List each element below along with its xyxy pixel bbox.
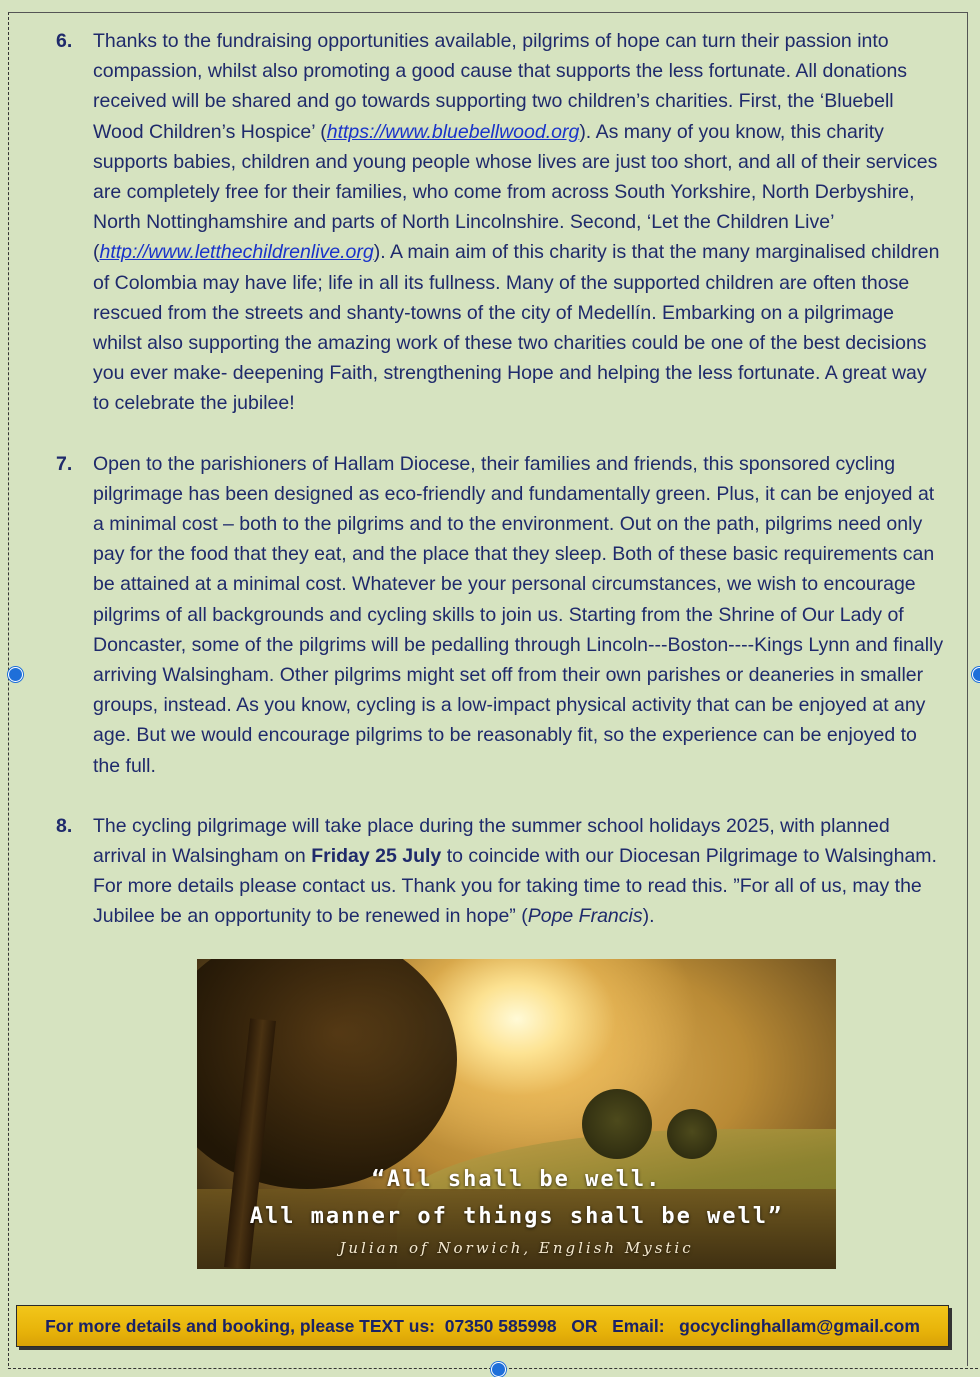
- item-text: The cycling pilgrimage will take place during the summer school holidays 2025, with planned arrival in Walsingham on: [93, 814, 890, 868]
- resize-handle-left[interactable]: [8, 667, 23, 682]
- quote-line-1: “All shall be well.: [371, 1167, 662, 1192]
- item-text: ). A main aim of this charity is that the many marginalised children of Colombia may have life; life in all its fullness. Many of the supported children are often those rescued from the streets and shanty-towns of the city of Medellín. Embarking on a pilgrimage whilst also supporting the amazing work of these two charities could be one of the best decisions you ever make- deepening Faith, strengthening Hope and helping the less fortunate. A great way to celebrate the jubilee!: [93, 241, 940, 415]
- list-item-8: [56, 811, 946, 932]
- list-item-7: [56, 449, 946, 781]
- ground-shape: [197, 1189, 836, 1269]
- distant-tree: [582, 1089, 652, 1159]
- sunrise-countryside-image: [197, 959, 836, 1269]
- contact-banner: For more details and booking, please TEXT us: 07350 585998 OR Email: gocyclinghallam@gmail.com: [16, 1305, 949, 1347]
- item-number: 8.: [56, 814, 73, 837]
- item-paragraph: [93, 811, 946, 932]
- item-text: ). As many of you know, this charity supports babies, children and young people whose lives are just too short, and all of their services are completely free for their families, who come from across South Yorkshire, North Derbyshire, North Nottinghamshire and parts of North Lincolnshire. Second, ‘Let the Children Live’ (: [93, 120, 938, 264]
- letthechildrenlive-link[interactable]: http://www.letthechildrenlive.org: [99, 241, 374, 264]
- arrival-date: Friday 25 July: [311, 845, 442, 868]
- distant-tree: [667, 1109, 717, 1159]
- item-text: ).: [642, 905, 655, 928]
- quote-attribution: Julian of Norwich, English Mystic: [339, 1239, 694, 1257]
- list-item-6: [56, 26, 946, 419]
- resize-handle-right[interactable]: [972, 667, 980, 682]
- item-text: Thanks to the fundraising opportunities available, pilgrims of hope can turn their passion into compassion, whilst also promoting a good cause that supports the less fortunate. All donations received will be shared and go towards supporting two children’s charities. First, the ‘Bluebell Wood Children’s Hospice’ (: [93, 30, 908, 143]
- item-text: to coincide with our Diocesan Pilgrimage to Walsingham. For more details please contact us. Thank you for taking time to read this. ”For all of us, may the Jubilee be an opportunity to be renewed in hope” (: [93, 845, 937, 928]
- numbered-list: [56, 26, 946, 962]
- quote-author: Pope Francis: [527, 905, 643, 928]
- bluebellwood-link[interactable]: https://www.bluebellwood.org: [326, 120, 580, 143]
- item-paragraph: [93, 26, 946, 419]
- item-number: 6.: [56, 30, 73, 52]
- item-paragraph: Open to the parishioners of Hallam Diocese, their families and friends, this sponsored cycling pilgrimage has been designed as eco-friendly and fundamentally green. Plus, it can be enjoyed at a minimal cost – both to the pilgrims and to the environment. Out on the path, pilgrims need only pay for the food that they eat, and the place that they sleep. Both of these basic requirements can be attained at a minimal cost. Whatever be your personal circumstances, we wish to encourage pilgrims of all backgrounds and cycling skills to join us. Starting from the Shrine of Our Lady of Doncaster, some of the pilgrims will be pedalling through Lincoln---Boston----Kings Lynn and finally arriving Walsingham. Other pilgrims might set off from their own parishes or deaneries in smaller groups, instead. As you know, cycling is a low-impact physical activity that can be enjoyed at any age. But we would encourage pilgrims to be reasonably fit, so the experience can be enjoyed to the full.: [93, 452, 944, 777]
- quote-line-2: All manner of things shall be well”: [249, 1204, 784, 1229]
- item-number: 7.: [56, 452, 73, 475]
